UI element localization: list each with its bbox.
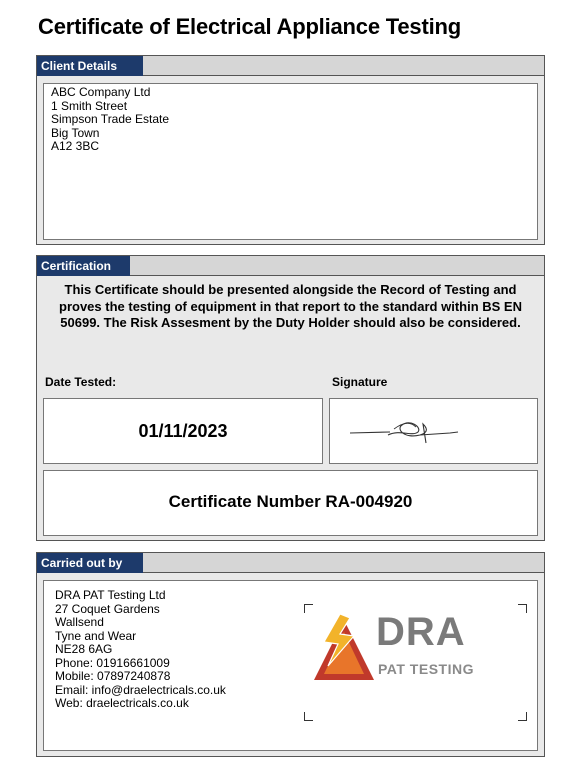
logo-frame-corner xyxy=(518,712,527,721)
client-address-line: ABC Company Ltd xyxy=(51,85,151,99)
section-header xyxy=(37,256,544,276)
date-tested-value: 01/11/2023 xyxy=(138,421,228,441)
section-header xyxy=(37,553,544,573)
signature-box xyxy=(329,398,538,464)
client-address-line: Simpson Trade Estate xyxy=(51,112,170,126)
contractor-line: Phone: 01916661009 xyxy=(55,655,170,670)
contractor-line: Email: info@draelectricals.co.uk xyxy=(55,682,226,697)
signature-label: Signature xyxy=(332,375,388,389)
certification-section xyxy=(36,255,545,541)
date-tested-box xyxy=(43,398,323,464)
page-title: Certificate of Electrical Appliance Testing xyxy=(38,14,461,39)
contractor-line: Wallsend xyxy=(55,615,104,629)
client-address-line: A12 3BC xyxy=(51,139,100,153)
date-tested-label: Date Tested: xyxy=(45,375,117,389)
certificate-number-box xyxy=(43,470,538,536)
contractor-line: DRA PAT Testing Ltd xyxy=(55,588,166,602)
logo-dra-text: DRA xyxy=(376,610,466,654)
client-address-line: 1 Smith Street xyxy=(51,98,128,113)
contractor-line: Tyne and Wear xyxy=(55,628,137,643)
client-details-heading: Client Details xyxy=(37,56,143,76)
contractor-line: Mobile: 07897240878 xyxy=(55,669,171,683)
carried-out-by-section xyxy=(36,552,545,757)
signature-image xyxy=(330,399,539,465)
section-header xyxy=(37,56,544,76)
client-details-section xyxy=(36,55,545,245)
logo-frame-corner xyxy=(304,604,313,613)
certification-heading: Certification xyxy=(37,256,130,276)
contractor-line: 27 Coquet Gardens xyxy=(55,601,160,616)
certification-statement: This Certificate should be presented alongside the Record of Testing and proves the testing of equipment in that report to the standard within BS EN 50699. The Risk Assesment by the Duty Holder should also be considered. xyxy=(59,282,522,330)
dra-logo-icon xyxy=(310,614,378,686)
client-address-line: Big Town xyxy=(51,125,100,140)
client-address-box xyxy=(43,83,538,240)
carried-out-by-heading: Carried out by xyxy=(37,553,143,573)
certificate-number: Certificate Number RA-004920 xyxy=(168,492,413,511)
contractor-line: NE28 6AG xyxy=(55,642,113,656)
logo-frame-corner xyxy=(304,712,313,721)
logo-subtitle-text: PAT TESTING xyxy=(378,661,474,677)
contractor-line: Web: draelectricals.co.uk xyxy=(55,696,189,710)
logo-frame-corner xyxy=(518,604,527,613)
